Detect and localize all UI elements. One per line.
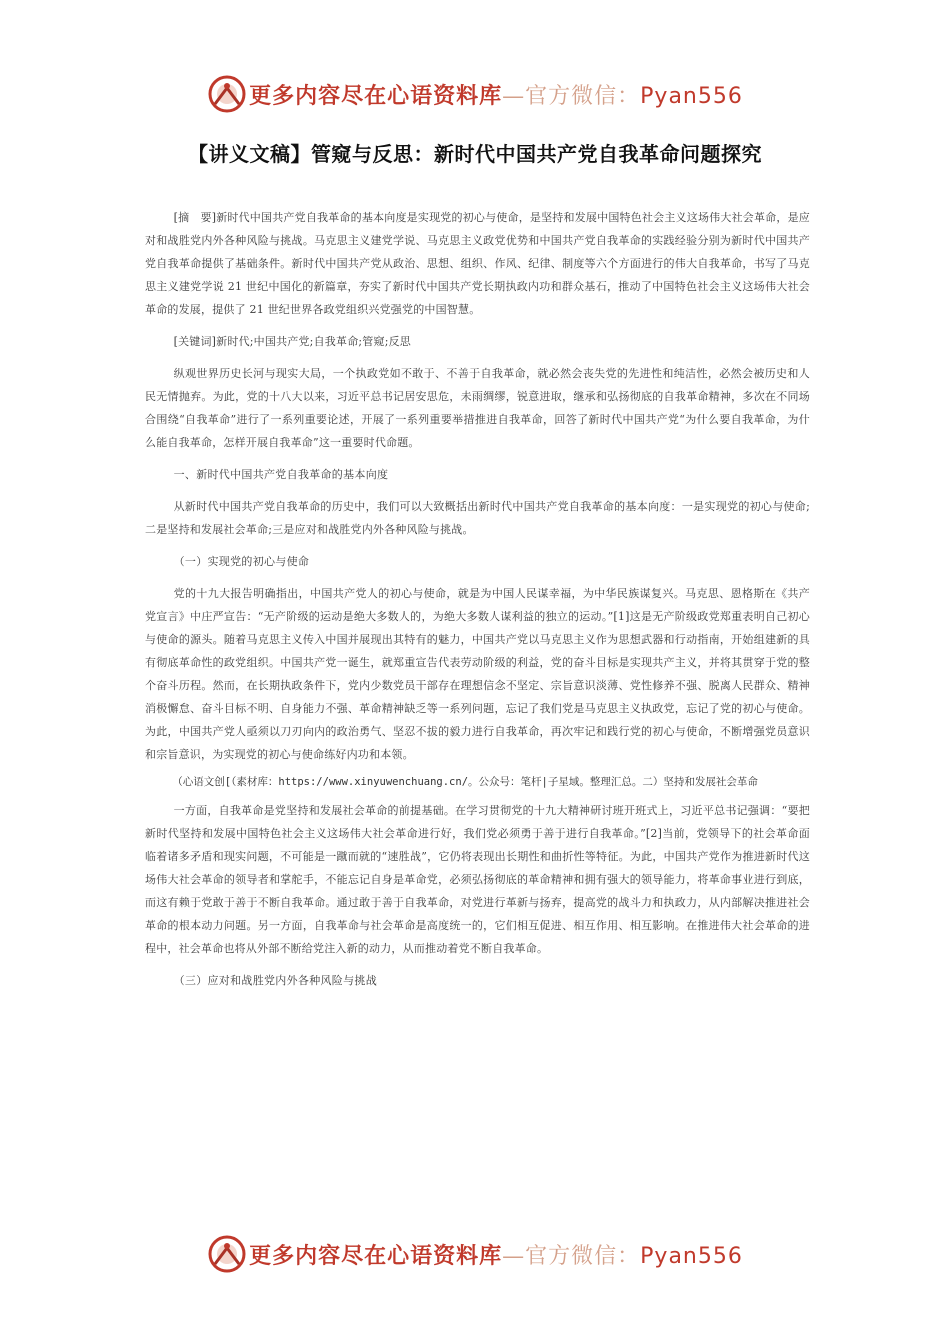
- header-watermark-banner: [0, 72, 950, 116]
- watermark-dash: —: [502, 83, 526, 109]
- watermark-main: 更多内容尽在心语资料库: [249, 1242, 503, 1269]
- watermark-label: 官方微信：: [525, 1243, 641, 1269]
- document-title: 【讲义文稿】管窥与反思：新时代中国共产党自我革命问题探究: [188, 142, 762, 166]
- watermark-dash: —: [502, 1243, 526, 1269]
- watermark-brand: Pyan556: [640, 83, 743, 109]
- watermark-label: 官方微信：: [525, 83, 641, 109]
- keywords-paragraph: [关键词]新时代;中国共产党;自我革命;管窥;反思: [173, 335, 411, 348]
- subsection-heading-3: （三）应对和战胜党内外各种风险与挑战: [173, 974, 377, 987]
- subsection-heading-1: （一）实现党的初心与使命: [173, 555, 310, 568]
- footer-watermark-banner: [0, 1232, 950, 1276]
- document-body: [145, 206, 810, 1001]
- section-heading-1: 一、新时代中国共产党自我革命的基本向度: [173, 468, 389, 481]
- body-paragraph: 一方面，自我革命是党坚持和发展社会革命的前提基础。在学习贯彻党的十九大精神研讨班开班式上，习近平总书记强调：“要把新时代坚持和发展中国特色社会主义这场伟大社会革命进行好，我们党必须勇于善于进行自我革命。”[2]当前，党领导下的社会革命面临着诸多矛盾和现实问题，不可能是一蹴而就的“速胜战”，它仍将表现出长期性和曲折性等特征。为此，中国共产党作为推进新时代这场伟大社会革命的领导者和掌舵手，不能忘记自身是革命党，必须弘扬彻底的革命精神和拥有强大的领导能力，将革命事业进行到底，而这有赖于党敢于善于不断自我革命。通过敢于善于自我革命，对党进行革新与扬弃，提高党的战斗力和执政力，从内部解决推进社会革命的根本动力问题。另一方面，自我革命与社会革命是高度统一的，它们相互促进、相互作用、相互影响。在推进伟大社会革命的进程中，社会革命也将从外部不断给党注入新的动力，从而推动着党不断自我革命。: [145, 804, 810, 955]
- watermark-text: [249, 1239, 743, 1270]
- watermark-main: 更多内容尽在心语资料库: [249, 82, 503, 109]
- logo-icon: [207, 74, 247, 114]
- watermark-brand: Pyan556: [640, 1243, 743, 1269]
- body-paragraph: 党的十九大报告明确指出，中国共产党人的初心与使命，就是为中国人民谋幸福，为中华民族谋复兴。马克思、恩格斯在《共产党宣言》中庄严宣告：“无产阶级的运动是绝大多数人的，为绝大多数人谋利益的独立的运动。”[1]这是无产阶级政党郑重表明自己初心与使命的源头。随着马克思主义传入中国并展现出其特有的魅力，中国共产党以马克思主义作为思想武器和行动指南，开始组建新的具有彻底革命性的政党组织。中国共产党一诞生，就郑重宣告代表劳动阶级的利益，党的奋斗目标是实现共产主义，并将其贯穿于党的整个奋斗历程。然而，在长期执政条件下，党内少数党员干部存在理想信念不坚定、宗旨意识淡薄、党性修养不强、脱离人民群众、精神消极懈怠、奋斗目标不明、自身能力不强、革命精神缺乏等一系列问题，忘记了我们党是马克思主义执政党，忘记了党的初心与使命。为此，中国共产党人亟须以刀刃向内的政治勇气、坚忍不拔的毅力进行自我革命，再次牢记和践行党的初心与使命，不断增强党员意识和宗旨意识，为实现党的初心与使命练好内功和本领。: [145, 587, 810, 761]
- source-note-heading-2: （心语文创[（素材库：https://www.xinyuwenchuang.cn/。公众号：笔杆|子星域。整理汇总。二）坚持和发展社会革命: [172, 776, 758, 788]
- abstract-paragraph: [摘 要]新时代中国共产党自我革命的基本向度是实现党的初心与使命，是坚持和发展中国特色社会主义这场伟大社会革命，是应对和战胜党内外各种风险与挑战。马克思主义建党学说、马克思主义政党优势和中国共产党自我革命的实践经验分别为新时代中国共产党自我革命提供了基础条件。新时代中国共产党从政治、思想、组织、作风、纪律、制度等六个方面进行的伟大自我革命，书写了马克思主义建党学说 21 世纪中国化的新篇章，夯实了新时代中国共产党长期执政内功和群众基石，推动了中国特色社会主义这场伟大社会革命的发展，提供了 21 世纪世界各政党组织兴党强党的中国智慧。: [145, 211, 810, 316]
- body-paragraph: 从新时代中国共产党自我革命的历史中，我们可以大致概括出新时代中国共产党自我革命的基本向度：一是实现党的初心与使命;二是坚持和发展社会革命;三是应对和战胜党内外各种风险与挑战。: [145, 500, 810, 536]
- intro-paragraph: 纵观世界历史长河与现实大局，一个执政党如不敢于、不善于自我革命，就必然会丧失党的先进性和纯洁性，必然会被历史和人民无情抛弃。为此，党的十八大以来，习近平总书记居安思危，未雨绸缪，锐意进取，继承和弘扬彻底的自我革命精神，多次在不同场合围绕“自我革命”进行了一系列重要论述，开展了一系列重要举措推进自我革命，回答了新时代中国共产党“为什么要自我革命，为什么能自我革命，怎样开展自我革命”这一重要时代命题。: [145, 367, 810, 449]
- logo-icon: [207, 1234, 247, 1274]
- watermark-text: [249, 79, 743, 110]
